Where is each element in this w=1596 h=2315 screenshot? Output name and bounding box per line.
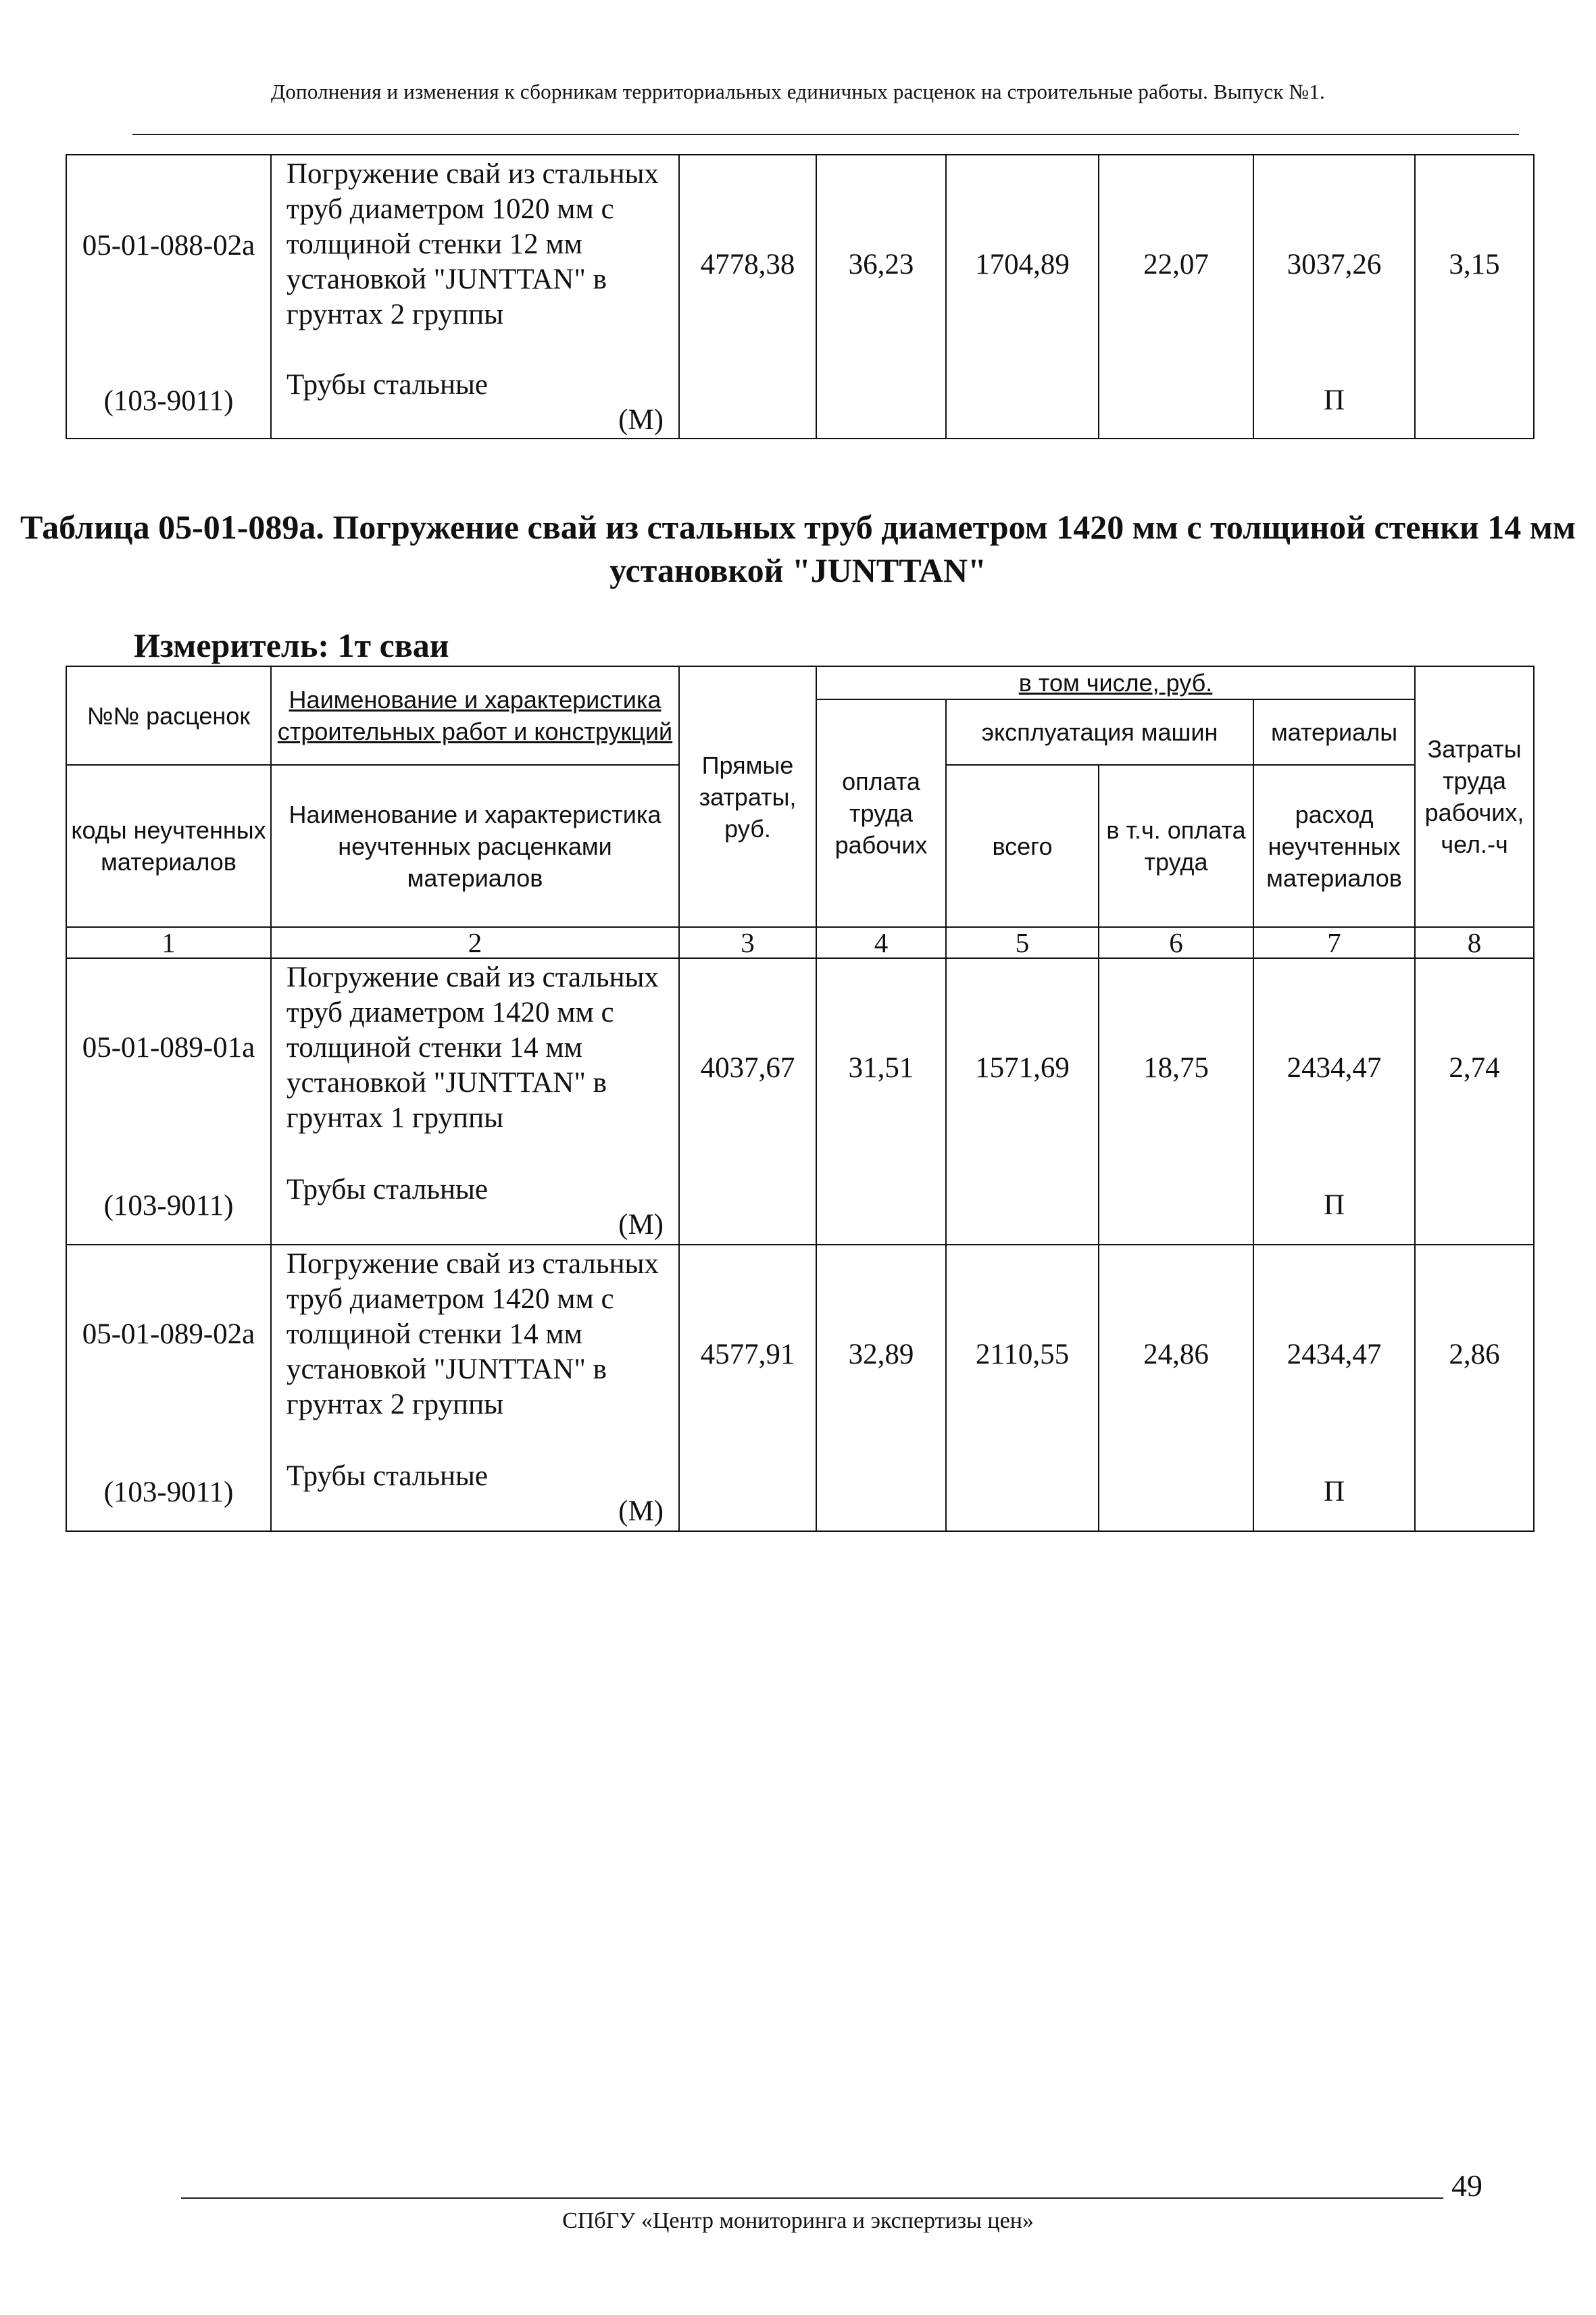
col-number: 5 [946, 927, 1099, 958]
materials-cost: 2434,47 [1287, 1052, 1382, 1084]
continuation-table [66, 154, 1535, 439]
material-unit: (М) [618, 404, 664, 436]
table-title: Таблица 05-01-089а. Погружение свай из стальных труб диаметром 1420 мм с толщиной стенки 14 мм установкой "JUNTTAN" [20, 508, 1576, 589]
material-unit: (М) [618, 1209, 664, 1241]
header-labor-pay: оплата труда рабочих [816, 699, 946, 927]
labor-hours: 2,74 [1449, 1052, 1500, 1084]
header-materials: материалы [1253, 699, 1415, 765]
table-row [66, 155, 1534, 439]
machines-total: 1704,89 [975, 249, 1070, 280]
material-flag: П [1323, 1476, 1345, 1508]
work-description: Погружение свай из стальных труб диаметром 1020 мм с толщиной стенки 12 мм установкой "JUNTTAN" в грунтах 2 группы [286, 158, 659, 330]
material-name: Трубы стальные [286, 1174, 488, 1205]
col-number: 1 [66, 927, 271, 958]
direct-costs: 4037,67 [700, 1052, 795, 1084]
col-number: 4 [816, 927, 946, 958]
labor-pay: 36,23 [848, 249, 914, 280]
machines-total: 1571,69 [975, 1052, 1070, 1084]
material-flag: П [1323, 384, 1345, 416]
header-materials-consumption: расход неучтенных материалов [1253, 765, 1415, 927]
work-description: Погружение свай из стальных труб диаметром 1420 мм с толщиной стенки 14 мм установкой "JUNTTAN" в грунтах 2 группы [286, 1248, 659, 1420]
col-number: 8 [1415, 927, 1534, 958]
machines-total: 2110,55 [975, 1339, 1070, 1370]
header-divider [132, 134, 1519, 135]
machines-labor: 22,07 [1143, 249, 1209, 280]
direct-costs: 4778,38 [700, 249, 795, 280]
machines-labor: 18,75 [1143, 1052, 1209, 1084]
header-rate-numbers: №№ расценок [66, 666, 271, 765]
material-unit: (М) [618, 1495, 664, 1527]
header-work-name: Наименование и характеристика строительных работ и конструкций [271, 666, 679, 765]
rate-code: 05-01-088-02а [82, 230, 255, 262]
page-number: 49 [1451, 2168, 1482, 2203]
materials-cost: 3037,26 [1287, 249, 1382, 280]
table-row [66, 1245, 1534, 1531]
header-machines-labor: в т.ч. оплата труда [1099, 765, 1253, 927]
table-row [66, 958, 1534, 1245]
rate-code: 05-01-089-02а [82, 1318, 255, 1350]
material-code: (103-9011) [103, 1190, 234, 1222]
labor-pay: 32,89 [848, 1339, 914, 1370]
materials-cost: 2434,47 [1287, 1339, 1382, 1370]
header-machines-total: всего [946, 765, 1099, 927]
header-machines: эксплуатация машин [946, 699, 1253, 765]
footer-divider [181, 2197, 1443, 2199]
rate-code: 05-01-089-01а [82, 1032, 255, 1064]
col-number: 3 [679, 927, 816, 958]
col-number: 2 [271, 927, 679, 958]
col-number: 7 [1253, 927, 1415, 958]
labor-pay: 31,51 [848, 1052, 914, 1084]
material-code: (103-9011) [103, 1476, 234, 1508]
header-material-names: Наименование и характеристика неучтенных расценками материалов [271, 765, 679, 927]
measure-unit: Измеритель: 1т сваи [134, 626, 449, 664]
header-direct-costs: Прямые затраты, руб. [679, 666, 816, 927]
labor-hours: 2,86 [1449, 1339, 1500, 1370]
labor-hours: 3,15 [1449, 249, 1500, 280]
material-flag: П [1323, 1189, 1345, 1221]
material-code: (103-9011) [103, 385, 234, 417]
machines-labor: 24,86 [1143, 1339, 1209, 1370]
col-number: 6 [1099, 927, 1253, 958]
code-cell [66, 155, 271, 439]
header-labor-hours: Затраты труда рабочих, чел.-ч [1415, 666, 1534, 927]
rates-table [66, 666, 1535, 1532]
material-name: Трубы стальные [286, 1460, 488, 1492]
material-name: Трубы стальные [286, 369, 488, 401]
footer-text: СПбГУ «Центр мониторинга и экспертизы цен» [562, 2208, 1034, 2233]
running-header: Дополнения и изменения к сборникам территориальных единичных расценок на строительные работы. Выпуск №1. [271, 80, 1325, 103]
header-including: в том числе, руб. [816, 666, 1415, 699]
header-material-codes: коды неучтенных материалов [66, 765, 271, 927]
direct-costs: 4577,91 [700, 1339, 795, 1370]
name-cell [271, 155, 679, 439]
column-numbers-row [66, 927, 1534, 958]
work-description: Погружение свай из стальных труб диаметром 1420 мм с толщиной стенки 14 мм установкой "JUNTTAN" в грунтах 1 группы [286, 962, 659, 1134]
